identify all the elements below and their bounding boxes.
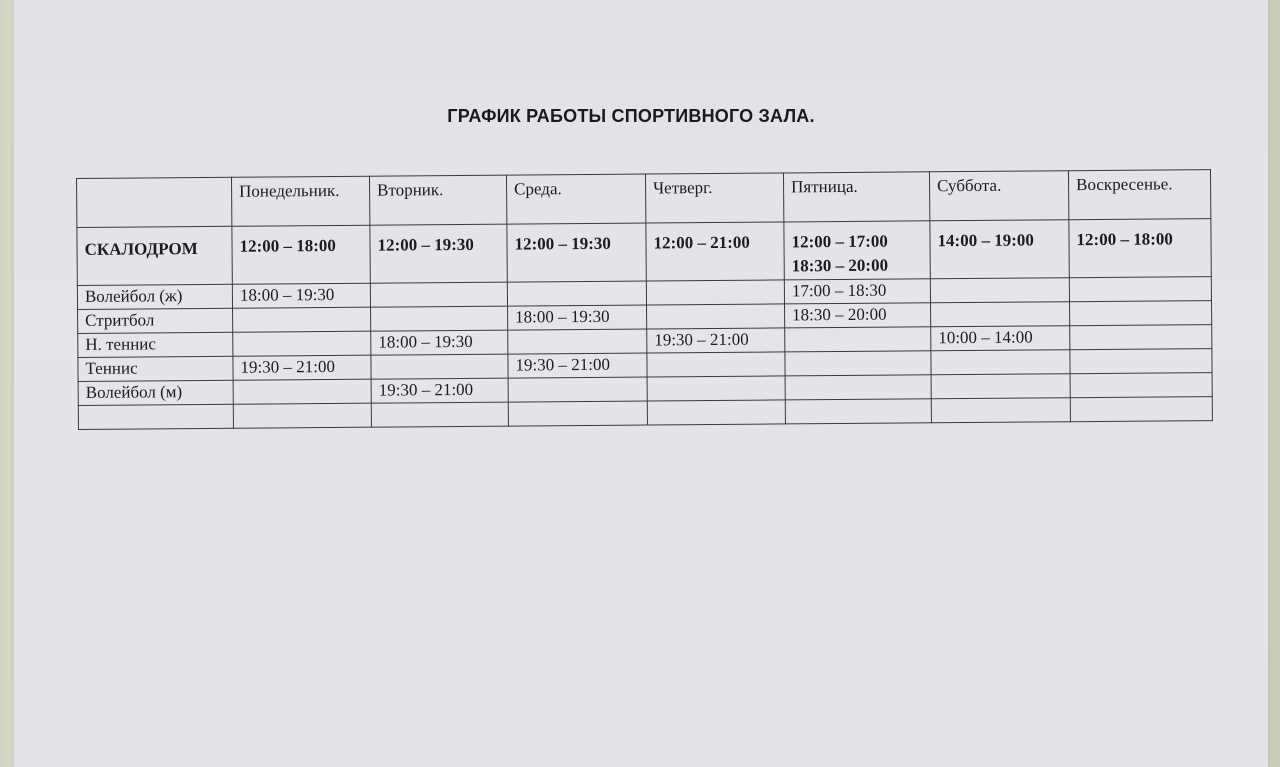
table-cell: 19:30 – 21:00	[233, 355, 371, 380]
climbing-time-monday: 12:00 – 18:00	[232, 225, 370, 284]
table-cell	[646, 280, 784, 305]
schedule-table	[76, 169, 1213, 430]
table-cell	[1070, 301, 1212, 326]
table-cell: 10:00 – 14:00	[931, 326, 1070, 351]
row-label	[78, 404, 233, 429]
row-label: Стритбол	[78, 308, 233, 333]
table-cell	[785, 327, 931, 352]
table-cell	[233, 331, 371, 356]
table-cell	[931, 374, 1070, 399]
table-cell	[785, 399, 931, 424]
table-cell: 18:00 – 19:30	[232, 283, 370, 308]
table-cell: 18:00 – 19:30	[371, 330, 508, 355]
table-cell	[647, 376, 785, 401]
day-header-tuesday: Вторник.	[369, 175, 506, 225]
table-cell	[507, 281, 646, 306]
day-header-saturday: Суббота.	[929, 171, 1068, 221]
table-cell	[931, 398, 1070, 423]
table-cell	[647, 304, 785, 329]
climbing-time-thursday: 12:00 – 21:00	[646, 222, 784, 281]
document-title: ГРАФИК РАБОТЫ СПОРТИВНОГО ЗАЛА.	[447, 106, 815, 126]
table-cell	[1070, 397, 1212, 422]
table-cell	[1069, 277, 1211, 302]
table-cell	[1070, 373, 1212, 398]
table-cell	[785, 375, 931, 400]
row-label-climbing: СКАЛОДРОМ	[77, 226, 232, 285]
day-header-monday: Понедельник.	[231, 176, 369, 226]
table-cell: 18:00 – 19:30	[508, 305, 647, 330]
climbing-time-friday-2: 18:30 – 20:00	[791, 255, 889, 276]
table-cell	[508, 377, 647, 402]
table-cell: 19:30 – 21:00	[508, 353, 647, 378]
header-row	[77, 170, 1211, 228]
table-cell	[371, 306, 508, 331]
table-cell	[647, 400, 785, 425]
climbing-row	[77, 219, 1211, 286]
table-cell	[371, 402, 508, 427]
corner-cell	[77, 177, 232, 227]
table-cell	[931, 302, 1070, 327]
day-header-wednesday: Среда.	[506, 174, 645, 224]
table-cell	[508, 401, 647, 426]
table-cell	[233, 403, 371, 428]
day-header-friday: Пятница.	[783, 172, 929, 222]
table-cell: 19:30 – 21:00	[647, 328, 785, 353]
climbing-time-friday	[784, 221, 930, 280]
table-cell	[371, 354, 508, 379]
row-label: Волейбол (ж)	[77, 284, 232, 309]
day-header-thursday: Четверг.	[645, 173, 783, 223]
table-cell: 18:30 – 20:00	[785, 303, 931, 328]
table-cell	[931, 350, 1070, 375]
row-label: Теннис	[78, 356, 233, 381]
climbing-time-friday-1: 12:00 – 17:00	[791, 231, 888, 252]
table-cell	[1070, 349, 1212, 374]
table-cell	[1070, 325, 1212, 350]
table-cell: 17:00 – 18:30	[784, 279, 930, 304]
table-cell	[370, 282, 507, 307]
table-cell	[647, 352, 785, 377]
table-cell	[930, 278, 1069, 303]
table-cell	[785, 351, 931, 376]
table-cell	[508, 329, 647, 354]
table-cell	[233, 379, 371, 404]
climbing-time-tuesday: 12:00 – 19:30	[370, 224, 507, 283]
table-cell	[233, 307, 371, 332]
row-label: Н. теннис	[78, 332, 233, 357]
climbing-time-saturday: 14:00 – 19:00	[930, 220, 1069, 279]
climbing-time-wednesday: 12:00 – 19:30	[507, 223, 646, 282]
paper-sheet	[14, 0, 1268, 767]
day-header-sunday: Воскресенье.	[1068, 170, 1210, 220]
climbing-time-sunday: 12:00 – 18:00	[1069, 219, 1211, 278]
row-label: Волейбол (м)	[78, 380, 233, 405]
table-cell: 19:30 – 21:00	[371, 378, 508, 403]
